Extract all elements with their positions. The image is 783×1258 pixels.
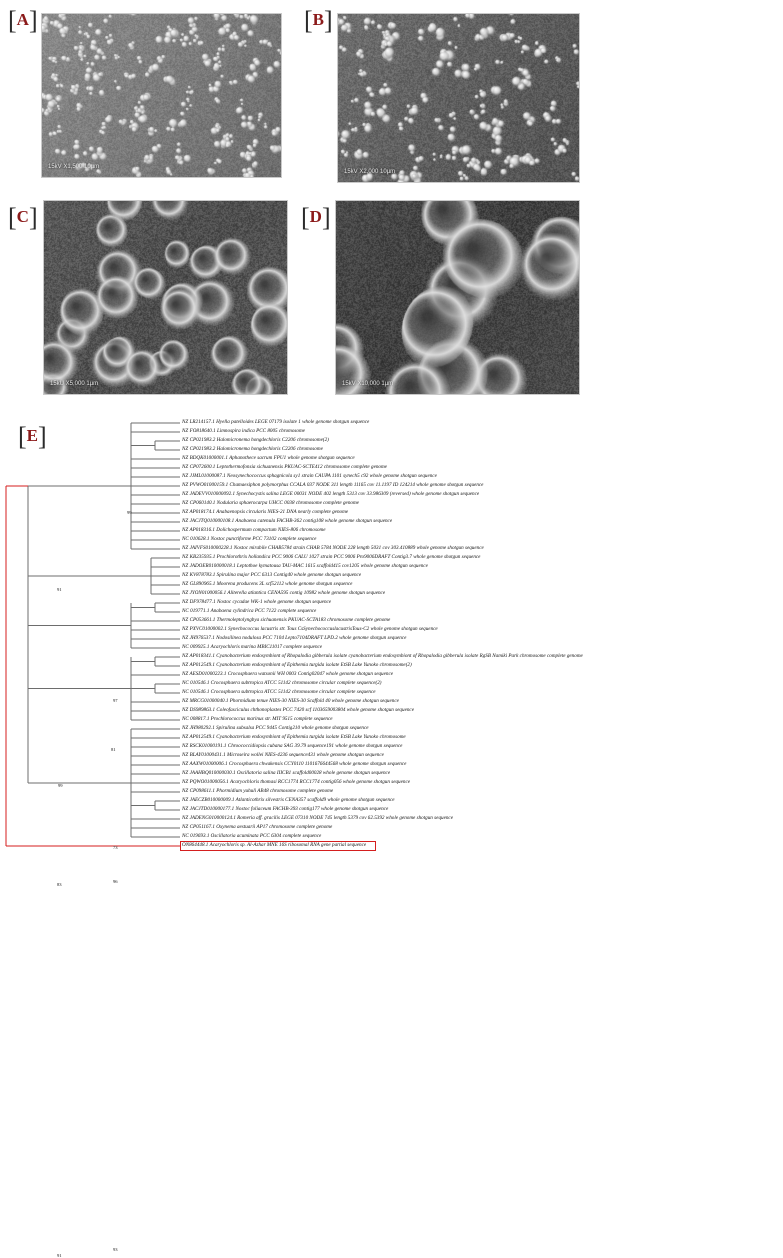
taxon-label: NZ CP021983.2 Halomicronema hongdechloris C2206 chromosome(2) xyxy=(182,436,329,443)
taxon-label: NZ AP012549.1 Cyanobacterium endosymbiont of Epithemia turgida isolate EtSB Lake Yunoko chromosome(2) xyxy=(182,661,412,668)
taxon-label: NC 019771.1 Anabaena cylindrica PCC 7122 complete sequence xyxy=(182,607,317,614)
bracket-right: ] xyxy=(321,203,331,232)
bracket-left: [ xyxy=(8,203,17,232)
panel-letter-a: A xyxy=(16,10,29,29)
phylogenetic-tree xyxy=(0,415,783,1258)
bootstrap-value: 93 xyxy=(113,1247,118,1252)
bootstrap-value: 91 xyxy=(57,1253,62,1258)
taxon-label: NZ CP098611.1 Phormidium yuhuli AB48 chromosome complete genome xyxy=(182,787,334,794)
sem-image-a xyxy=(42,14,281,177)
sem-micrograph-d xyxy=(335,200,580,395)
taxon-label-query: ON864448.1 Acaryochloris sp. Al-Azhar MNE 16S ribosomal RNA gene partial sequence xyxy=(182,841,367,848)
bracket-left: [ xyxy=(301,203,310,232)
panel-label-a xyxy=(8,8,38,34)
query-sequence-highlight-box xyxy=(180,841,376,852)
sem-image-d xyxy=(336,201,579,394)
sem-image-b xyxy=(338,14,579,182)
taxon-label: NZ PXVC01000002.1 Synechococcus lacustris str. Tous CsSynechococcuslacustrisTous-C2 whole genome shotgun sequence xyxy=(182,625,438,632)
scale-bar-text-b: 15kV X2,000 10µm xyxy=(344,169,396,175)
taxon-label: NZ AP018341.1 Cyanobacterium endosymbiont of Rhopalodia gibberula isolate cyanobacterium endosymbiont of Rhopalodia gibberula isolate RgSB Namiki Park chromosome complete genome xyxy=(182,652,583,659)
taxon-label: NZ JADEVV010000092.1 Synechocystis salina LEGE 00031 NODE 402 length 5313 cov 33.986309 (reversed) whole genome shotgun sequence xyxy=(182,490,480,497)
panel-label-e xyxy=(18,424,47,450)
taxon-label: NZ FO818640.1 Limnospira indica PCC 8005 chromosome xyxy=(182,427,305,434)
taxon-label: NZ CP053661.1 Thermoleptolyngbya sichuanensis PKUAC-SCTA183 chromosome complete genome xyxy=(182,616,391,623)
bootstrap-value: 73 xyxy=(113,845,118,850)
taxon-label: NZ KB235935.1 Prochlorothrix hollandica PCC 9006 CALU 1027 strain PCC 9006 Pro9006DRAFT Contig3.7 whole genome shotgun sequence xyxy=(182,553,481,560)
taxon-label: NC 010628.1 Nostoc punctiforme PCC 73102 complete sequence xyxy=(182,535,317,542)
scale-bar-text-c: 15kU X5,000 1µm xyxy=(50,381,99,387)
taxon-label: NZ CP060140.1 Nodularia sphaerocarpa UHCC 0038 chromosome complete genome xyxy=(182,499,359,506)
scale-bar-text-d: 15kV X10,000 1µm xyxy=(342,381,394,387)
taxon-label: NC 009925.1 Acaryochloris marina MBIC11017 complete sequence xyxy=(182,643,323,650)
taxon-label: NZ JADOER010000018.1 Leptothoe kymatousa TAU-MAC 1615 scaffold415 cov1205 whole genome shotgun sequence xyxy=(182,562,428,569)
taxon-label: NZ JADENG010000124.1 Romeria aff. gracilis LEGE 07310 NODE 745 length 5379 cov 62.5392 whole genome shotgun sequence xyxy=(182,814,453,821)
taxon-label: NZ BLAY01000431.1 Microseira wollei NIES-4236 sequence431 whole genome shotgun sequence xyxy=(182,751,384,758)
taxon-label: NC 019693.1 Oscillatoria acuminata PCC 6304 complete sequence xyxy=(182,832,322,839)
panel-letter-e: E xyxy=(26,426,39,445)
taxon-label: NZ JAAHBQ010000030.1 Oscillatoria salina IIICB1 scaffold00028 whole genome shotgun sequence xyxy=(182,769,391,776)
taxon-label: NZ JJML01000087.1 Neosynechococcus sphagnicola sy1 strain CAUPA 1101 synech5 c92 whole genome shotgun sequence xyxy=(182,472,437,479)
taxon-label: NZ JYON01000056.1 Aliterella atlantica CENA595 contig 10982 whole genome shotgun sequence xyxy=(182,589,386,596)
taxon-label: NZ JACJTQ010000108.1 Anabaena catenula FACHB-362 contig108 whole genome shotgun sequence xyxy=(182,517,393,524)
bootstrap-value: 97 xyxy=(113,698,118,703)
taxon-label: NZ LR214157.1 Hyella patelloides LEGE 07179 isolate 1 whole genome shotgun sequence xyxy=(182,418,370,425)
taxon-label: NZ AP012549.1 Cyanobacterium endosymbiont of Epithemia turgida isolate EtSB Lake Yunoko chromosome xyxy=(182,733,406,740)
taxon-label: NZ JACJTD010000177.1 Nostoc foliaceum FACHB-393 contig177 whole genome shotgun sequence xyxy=(182,805,389,812)
scale-bar-text-a: 15kV X1,500 10µm xyxy=(48,164,100,170)
taxon-label: NZ AAXW01000006.1 Crocosphaera chwakensis CCY0110 1101676644568 whole genome shotgun sequence xyxy=(182,760,407,767)
taxon-label: NC 008817.1 Prochlorococcus marinus str. MIT 9515 complete sequence xyxy=(182,715,333,722)
taxon-label: NZ DS989863.1 Coleofasciculus chthonoplastes PCC 7420 scf 1103659003804 whole genome shotgun sequence xyxy=(182,706,414,713)
sem-image-c xyxy=(44,201,287,394)
taxon-label: NZ AP018174.1 Anabaenopsis circularis NIES-21 DNA nearly complete genome xyxy=(182,508,349,515)
bracket-right: ] xyxy=(38,422,47,451)
taxon-label: NZ CP021983.2 Halomicronema hongdechloris C2206 chromosome xyxy=(182,445,323,452)
taxon-label: NZ DF978477.1 Nostoc cycadae WK-1 whole genome shotgun sequence xyxy=(182,598,332,605)
bracket-right: ] xyxy=(28,203,38,232)
panel-label-c xyxy=(8,205,38,231)
bootstrap-value: 91 xyxy=(57,587,62,592)
taxon-label: NZ AP018316.1 Dolichospermum compactum NIES-806 chromosome xyxy=(182,526,326,533)
taxon-label: NZ GL890965.1 Moorena producens 3L scf52112 whole genome shotgun sequence xyxy=(182,580,353,587)
taxon-label: NZ CP072600.1 Leptothermofonsia sichuanensis PKUAC-SCTE412 chromosome complete genome xyxy=(182,463,387,470)
sem-micrograph-a xyxy=(41,13,282,178)
taxon-label: NZ RSCK01000191.1 Chroococcidiopsis cubana SAG 39.79 sequence191 whole genome shotgun sequence xyxy=(182,742,403,749)
taxon-label: NZ CP051167.1 Oxynema aestuarii AP17 chromosome complete genome xyxy=(182,823,333,830)
panel-letter-b: B xyxy=(312,10,325,29)
bootstrap-value: 96 xyxy=(113,879,118,884)
taxon-label: NC 010546.1 Crocosphaera subtropica ATCC 51142 chromosome circular complete sequence xyxy=(182,688,376,695)
bootstrap-value: 81 xyxy=(111,747,116,752)
panel-letter-c: C xyxy=(16,207,29,226)
bracket-left: [ xyxy=(8,6,17,35)
taxon-label: NC 010546.1 Crocosphaera subtropica ATCC 51142 chromosome circular complete sequence(2) xyxy=(182,679,382,686)
taxon-label: NZ JH980292.1 Spirulina subsalsa PCC 9445 Contig210 whole genome shotgun sequence xyxy=(182,724,369,731)
panel-label-b xyxy=(304,8,333,34)
sem-micrograph-b xyxy=(337,13,580,183)
taxon-label: NZ JAECZB010000009.1 Atlanticothrix silvestris CENA357 scaffold9 whole genome shotgun sequence xyxy=(182,796,395,803)
bracket-left: [ xyxy=(304,6,313,35)
taxon-label: NZ PQWO01000056.1 Acaryochloris thomasi RCC1774 RCC1774 contig056 whole genome shotgun sequence xyxy=(182,778,411,785)
bracket-right: ] xyxy=(28,6,38,35)
panel-letter-d: D xyxy=(309,207,322,226)
taxa-label-layer xyxy=(0,415,783,1258)
bootstrap-value: 99 xyxy=(58,783,63,788)
taxon-label: NZ PVWO01000159.1 Chamaesiphon polymorphus CCALA 037 NODE 311 length 11165 cov 11.1197 ID 124214 whole genome shotgun sequence xyxy=(182,481,484,488)
bootstrap-value: 83 xyxy=(57,882,62,887)
taxon-label: NZ KV878783.1 Spirulina major PCC 6313 Contig40 whole genome shotgun sequence xyxy=(182,571,362,578)
taxon-label: NZ JH976537.1 Nodosilinea nodulosa PCC 7104 Lepto7104DRAFT LPD.2 whole genome shotgun sequence xyxy=(182,634,407,641)
panel-label-d xyxy=(301,205,331,231)
sem-micrograph-c xyxy=(43,200,288,395)
bracket-right: ] xyxy=(324,6,333,35)
bootstrap-value: 99 xyxy=(127,510,132,515)
taxon-label: NZ BDQK01000001.1 Aphanothece sacrum FPU1 whole genome shotgun sequence xyxy=(182,454,355,461)
bracket-left: [ xyxy=(18,422,27,451)
taxon-label: NZ JAIVFS010000228.1 Nostoc mirabile CHAB5784 strain CHAB 5784 NODE 228 length 5031 cov 303.410889 whole genome shotgun sequence xyxy=(182,544,484,551)
taxon-label: NZ AESD01000223.1 Crocosphaera watsonii WH 0003 Contig02047 whole genome shotgun sequence xyxy=(182,670,394,677)
taxon-label: NZ MRCG01000040.1 Phormidium tenue NIES-30 NIES-30 Scaffold 40 whole genome shotgun sequence xyxy=(182,697,399,704)
